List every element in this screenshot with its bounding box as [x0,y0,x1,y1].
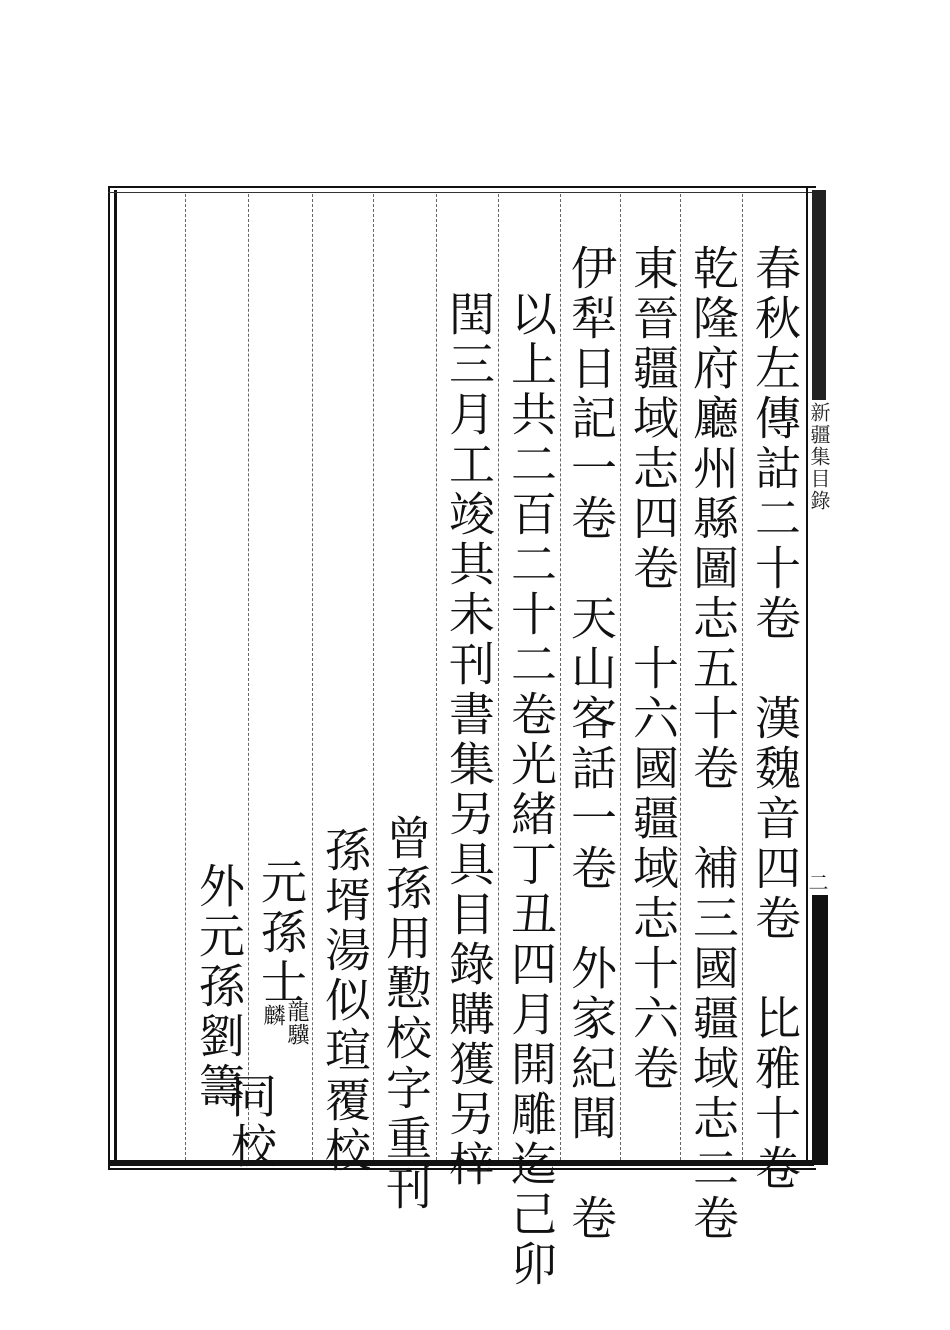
text-column-4: 伊犁日記一卷 天山客話一卷 外家紀聞一卷 [564,244,618,1244]
tongjiao-label: 同校 [224,1072,278,1172]
text-column-7: 曾孫用懃校字重刊 [379,814,433,1214]
column-rule [742,194,744,1160]
black-mouth-top [812,190,826,400]
column-rule [498,194,500,1160]
column-rule [620,194,622,1160]
column-rule [185,194,187,1160]
small-name-a: 龍驥 [284,1000,309,1046]
column-rule [436,194,438,1160]
small-name-b: 麟 [260,1004,285,1027]
banxin-title: 新疆集目錄 [807,402,831,512]
column-rule [248,194,250,1160]
text-column-9: 元孫士 [254,858,308,1008]
folio-number: 二 [805,872,829,892]
column-rule [373,194,375,1160]
column-rule [560,194,562,1160]
column-rule [312,194,314,1160]
text-column-3: 東晉疆域志四卷 十六國疆域志十六卷 [626,244,680,1094]
black-mouth-bottom [812,895,828,1165]
page-border-top-inner [108,192,814,193]
text-column-2: 乾隆府廳州縣圖志五十卷 補三國疆域志二卷 [686,244,740,1244]
text-column-8: 孫壻湯似瑄覆校 [318,826,372,1176]
text-column-1: 春秋左傳詁二十卷 漢魏音四卷 比雅十卷 [748,244,802,1194]
page-border-inner [114,190,117,1166]
text-column-6: 閏三月工竣其未刊書集另具目錄購獲另梓 [442,290,496,1190]
text-column-5: 以上共二百二十二卷光緒丁丑四月開雕迄己卯 [504,290,558,1290]
text-column-10: 外元孫劉籌 [192,862,246,1112]
column-rule [680,194,682,1160]
